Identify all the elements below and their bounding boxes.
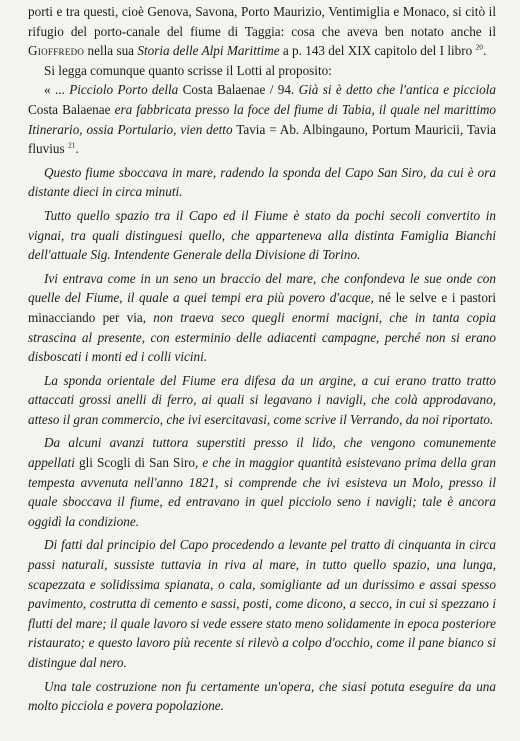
- paragraph: Si legga comunque quanto scrisse il Lotti al proposito:: [44, 62, 332, 78]
- paragraph: [28, 2, 496, 61]
- text-run: porti e tra questi, cioè Genova, Savona, Porto Maurizio, Ventimiglia e Monaco, si citò il rifugio del porto-canale del fiume di Taggia: cosa che aveva ben notato anche il: [28, 4, 496, 39]
- text-run: Già si è detto che l'antica e picciola: [298, 82, 496, 98]
- paragraph: [28, 433, 496, 531]
- paragraph: Una tale costruzione non fu certamente un'opera, che siasi potuta eseguire da una molto picciola e povera popolazione.: [28, 678, 496, 714]
- paragraph: Tutto quello spazio tra il Capo ed il Fiume è stato da pochi secoli convertito in vignai, tra quali distinguesi quello, che apparteneva alla distinta Famiglia Bianchi dell'attuale Sig. Intendente Generale della Divisione di Torino.: [28, 207, 496, 263]
- text-run: era fabbricata presso la foce del fiume di Tabia, il quale nel marittimo Itinerario, ossia Portulario, vien detto: [28, 101, 496, 137]
- text-run: Tavia = Ab. Albingauno, Portum Mauricii, Tavia fluvius: [28, 121, 496, 157]
- paragraph: Questo fiume sboccava in mare, radendo la sponda del Capo San Siro, da cui è ora distante dieci in circa minuti.: [28, 164, 496, 200]
- text-run: .: [75, 141, 79, 157]
- text-run: Picciolo Porto della: [69, 82, 179, 98]
- text-run: Da alcuni avanzi tuttora superstiti presso il lido, che vengono comunemente appellati: [28, 435, 496, 471]
- text-run: nella sua: [84, 43, 138, 59]
- text-run: Ivi entrava come in un seno un braccio del mare, che confondeva le sue onde con quelle del Fiume, il quale a quei tempi era più povero d'acque,: [28, 270, 496, 306]
- author-name: Gioffredo: [28, 43, 85, 59]
- book-title: Storia delle Alpi Marittime: [137, 43, 280, 59]
- footnote-ref: 20: [475, 42, 484, 52]
- text-run: Costa Balaenae: [28, 101, 115, 117]
- body-text: [28, 2, 496, 720]
- paragraph: La sponda orientale del Fiume era difesa da un argine, a cui erano tratto tratto attaccati grossi anelli di ferro, ai quali si legavano i navigli, che colà approdavano, atteso il gran commercio, che ivi esercitavasi, come scrive il Verrando, da noi riportato.: [28, 372, 496, 427]
- paragraph: Di fatti dal principio del Capo procedendo a levante pel tratto di cinquanta in circa passi naturali, sussiste tuttavia in riva al mare, in tutto quello spazio, una lunga, scapezzata e solidissima spianata, o cala, somigliante ad un durissimo e assai spesso pavimento, costrutta di cemento e sassi, posti, come dicono, a secco, in cui si spezzano i flutti del mare; il quale lavoro si vede essere stato meno solidamente in epoca posteriore ristaurato; e questo lavoro più recente si rilevò a colpo d'occhio, come il pane bianco si distingue dal nero.: [28, 537, 496, 670]
- place-name: gli Scogli di San Siro: [78, 455, 196, 471]
- text-run: non traeva seco quegli enormi macigni, che in tanta copia strascina al presente, con esterminio delle adiacenti campagne, perché non si erano disboscati i monti ed i colli vicini.: [28, 309, 496, 365]
- text-run: né le selve e i pastori minacciando per via,: [28, 290, 496, 325]
- footnote-ref: 21: [67, 140, 76, 150]
- text-run: , e che in maggior quantità esistevano prima della gran tempesta avvenuta nell'anno 1821, si comprende che ivi esisteva un Molo, presso il quale sboccava il fiume, ed entravano in quel picciolo seno i navigli; tale è ancora oggidì la condizione.: [28, 455, 496, 529]
- text-run: .: [483, 43, 487, 59]
- quote-paragraph: [28, 80, 496, 158]
- text-run: « ...: [44, 82, 70, 98]
- text-run: Costa Balaenae / 94.: [178, 82, 299, 98]
- paragraph: [28, 269, 496, 367]
- text-run: a p. 143 del XIX capitolo del I libro: [279, 43, 476, 59]
